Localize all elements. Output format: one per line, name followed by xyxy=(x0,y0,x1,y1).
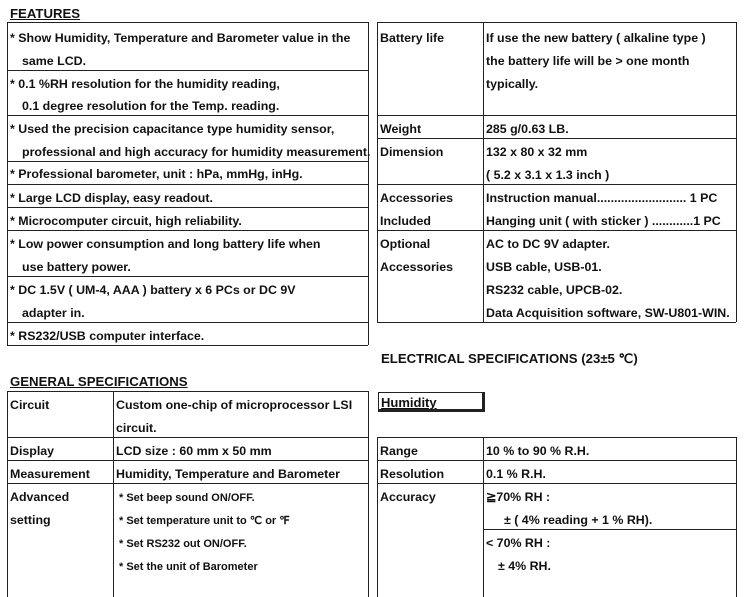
row-divider xyxy=(377,138,736,139)
display-value: LCD size : 60 mm x 50 mm xyxy=(116,444,272,458)
feature-item-cont: professional and high accuracy for humidity measurement. xyxy=(22,145,371,159)
feature-item: * Low power consumption and long battery life when xyxy=(10,237,321,251)
row-divider xyxy=(7,322,368,323)
row-divider xyxy=(7,437,368,438)
accessories-label: Accessories xyxy=(380,191,454,205)
table-border-bottom xyxy=(377,322,736,323)
weight-value: 285 g/0.63 LB. xyxy=(486,122,569,136)
dimension-value: 132 x 80 x 32 mm xyxy=(486,145,588,159)
optional-item: Data Acquisition software, SW-U801-WIN. xyxy=(486,306,730,320)
optional-label: Optional xyxy=(380,237,431,251)
features-title: FEATURES xyxy=(10,6,81,21)
row-divider xyxy=(377,460,736,461)
advanced-setting-item: * Set RS232 out ON/OFF. xyxy=(119,538,247,550)
display-label: Display xyxy=(10,444,55,458)
row-divider xyxy=(7,483,368,484)
table-border-left xyxy=(377,22,378,322)
accessory-item: Hanging unit ( with sticker ) ............1 PC xyxy=(486,214,721,228)
row-divider xyxy=(7,207,368,208)
optional-label: Accessories xyxy=(380,260,454,274)
weight-label: Weight xyxy=(380,122,422,136)
resolution-label: Resolution xyxy=(380,467,445,481)
battery-life-value: If use the new battery ( alkaline type ) xyxy=(486,31,706,45)
row-divider xyxy=(377,230,736,231)
battery-life-value: typically. xyxy=(486,77,539,91)
optional-item: AC to DC 9V adapter. xyxy=(486,237,610,251)
row-divider xyxy=(484,529,736,530)
battery-life-label: Battery life xyxy=(380,31,445,45)
general-title: GENERAL SPECIFICATIONS xyxy=(10,374,188,389)
feature-item-cont: 0.1 degree resolution for the Temp. reading. xyxy=(22,99,280,113)
optional-item: USB cable, USB-01. xyxy=(486,260,602,274)
table-border-top xyxy=(7,391,368,392)
table-border-right xyxy=(736,437,737,597)
optional-item: RS232 cable, UPCB-02. xyxy=(486,283,623,297)
feature-item-cont: use battery power. xyxy=(22,260,131,274)
accessories-label: Included xyxy=(380,214,431,228)
resolution-value: 0.1 % R.H. xyxy=(486,467,546,481)
advanced-setting-item: * Set temperature unit to ℃ or ℉ xyxy=(119,515,290,527)
range-label: Range xyxy=(380,444,418,458)
row-divider xyxy=(7,460,368,461)
feature-item: * Professional barometer, unit : hPa, mmHg, inHg. xyxy=(10,167,303,181)
measurement-label: Measurement xyxy=(10,467,90,481)
feature-item: * 0.1 %RH resolution for the humidity reading, xyxy=(10,77,280,91)
table-border-right xyxy=(368,391,369,597)
accuracy-label: Accuracy xyxy=(380,490,436,504)
advanced-setting-item: * Set the unit of Barometer xyxy=(119,561,258,573)
row-divider xyxy=(377,483,736,484)
electrical-title: ELECTRICAL SPECIFICATIONS (23±5 ℃) xyxy=(381,351,638,366)
feature-item: * Used the precision capacitance type humidity sensor, xyxy=(10,122,335,136)
accuracy-value: ± 4% RH. xyxy=(498,559,551,573)
circuit-value: circuit. xyxy=(116,421,157,435)
range-value: 10 % to 90 % R.H. xyxy=(486,444,590,458)
column-divider xyxy=(483,437,484,597)
column-divider xyxy=(113,391,114,597)
table-border-right xyxy=(368,22,369,345)
table-border-left xyxy=(7,391,8,597)
table-border-left xyxy=(377,437,378,597)
table-border-top xyxy=(377,437,736,438)
circuit-label: Circuit xyxy=(10,398,50,412)
feature-item: * Microcomputer circuit, high reliability. xyxy=(10,214,242,228)
row-divider xyxy=(7,276,368,277)
feature-item: * RS232/USB computer interface. xyxy=(10,329,205,343)
row-divider xyxy=(7,115,368,116)
row-divider xyxy=(7,184,368,185)
accuracy-value: < 70% RH : xyxy=(486,536,551,550)
feature-item: * Show Humidity, Temperature and Barometer value in the xyxy=(10,31,351,45)
table-border-right xyxy=(736,22,737,322)
row-divider xyxy=(7,230,368,231)
column-divider xyxy=(483,22,484,322)
circuit-value: Custom one-chip of microprocessor LSI xyxy=(116,398,353,412)
row-divider xyxy=(377,115,736,116)
battery-life-value: the battery life will be > one month xyxy=(486,54,690,68)
humidity-header xyxy=(378,392,485,412)
dimension-label: Dimension xyxy=(380,145,444,159)
dimension-value: ( 5.2 x 3.1 x 1.3 inch ) xyxy=(486,168,610,182)
advanced-setting-item: * Set beep sound ON/OFF. xyxy=(119,492,255,504)
table-border-top xyxy=(377,22,736,23)
feature-item: * DC 1.5V ( UM-4, AAA ) battery x 6 PCs or DC 9V xyxy=(10,283,296,297)
measurement-value: Humidity, Temperature and Barometer xyxy=(116,467,340,481)
accuracy-value: ± ( 4% reading + 1 % RH). xyxy=(504,513,653,527)
row-divider xyxy=(7,70,368,71)
feature-item-cont: same LCD. xyxy=(22,54,87,68)
feature-item: * Large LCD display, easy readout. xyxy=(10,191,213,205)
accessory-item: Instruction manual.......................... 1 PC xyxy=(486,191,718,205)
table-border-top xyxy=(7,22,368,23)
row-divider xyxy=(377,184,736,185)
accuracy-value: ≧70% RH : xyxy=(486,490,551,504)
humidity-header-label: Humidity xyxy=(381,395,437,410)
row-divider xyxy=(7,161,368,162)
table-border-bottom xyxy=(7,345,368,346)
advanced-setting-label: Advanced xyxy=(10,490,70,504)
advanced-setting-label: setting xyxy=(10,513,51,527)
feature-item-cont: adapter in. xyxy=(22,306,85,320)
